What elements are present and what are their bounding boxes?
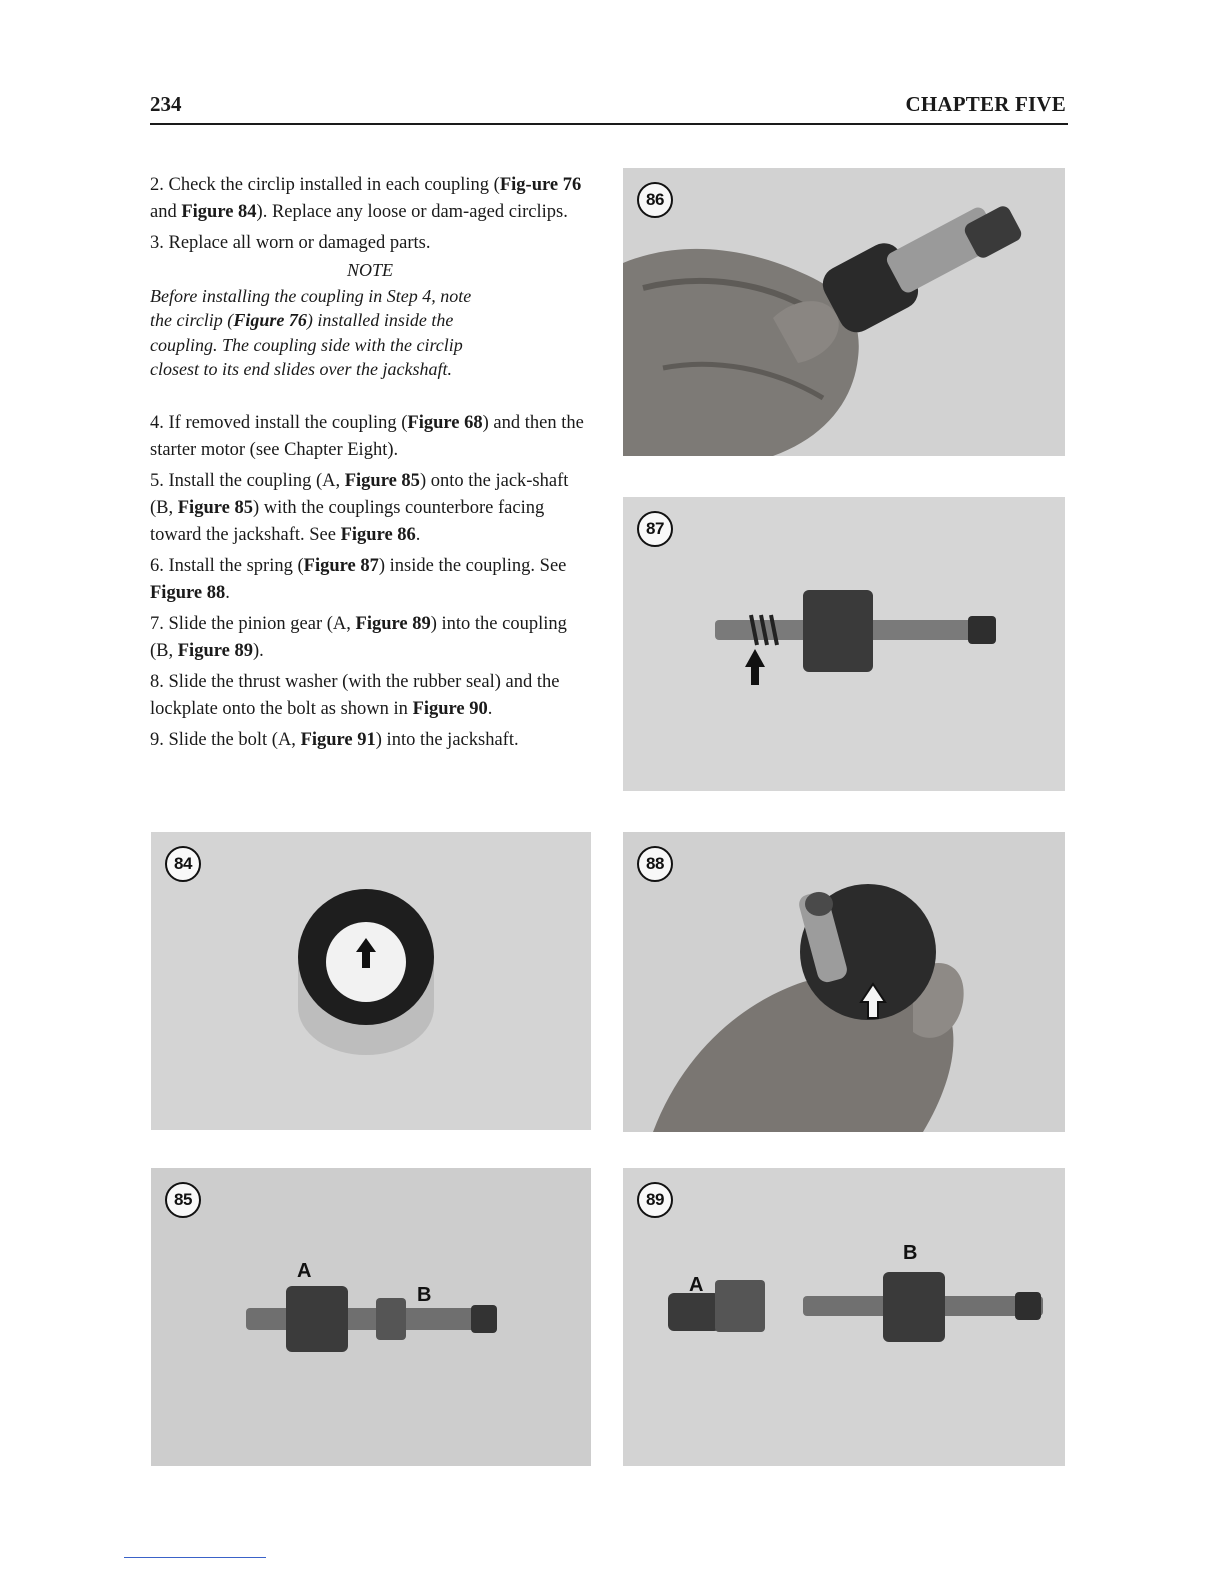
step-7: 7. Slide the pinion gear (A, Figure 89) into the coupling (B, Figure 89). bbox=[150, 613, 567, 661]
figure-88 bbox=[623, 832, 1065, 1132]
header-rule bbox=[150, 123, 1068, 125]
figure-88-number: 88 bbox=[637, 846, 673, 882]
figure-86-number: 86 bbox=[637, 182, 673, 218]
figure-87-number: 87 bbox=[637, 511, 673, 547]
figure-88-photo bbox=[623, 832, 1065, 1132]
figure-85-label-b: B bbox=[417, 1284, 432, 1306]
step-3: 3. Replace all worn or damaged parts. bbox=[150, 233, 431, 253]
figure-87-photo bbox=[623, 497, 1065, 791]
chapter-title: CHAPTER FIVE bbox=[905, 92, 1066, 116]
note-body: Before installing the coupling in Step 4, note the circlip (Figure 76) installed inside the coupling. The coupling side with the circlip closest to its end slides over the jackshaft. bbox=[150, 286, 472, 380]
figure-87 bbox=[623, 497, 1065, 791]
step-8: 8. Slide the thrust washer (with the rubber seal) and the lockplate onto the bolt as shown in Figure 90. bbox=[150, 671, 560, 719]
figure-85-photo bbox=[151, 1168, 591, 1466]
figure-84 bbox=[151, 832, 591, 1130]
step-2: 2. Check the circlip installed in each coupling (Fig-ure 76 and Figure 84). Replace any loose or dam-aged circlips. bbox=[150, 175, 582, 222]
figure-85 bbox=[151, 1168, 591, 1466]
figure-89 bbox=[623, 1168, 1065, 1466]
note-title: NOTE bbox=[346, 260, 393, 280]
figure-86 bbox=[623, 168, 1065, 456]
figure-89-photo bbox=[623, 1168, 1065, 1466]
figure-84-photo bbox=[151, 832, 591, 1130]
figure-85-label-a: A bbox=[297, 1260, 312, 1282]
instruction-text bbox=[150, 172, 590, 754]
figure-85-number: 85 bbox=[165, 1182, 201, 1218]
page-number: 234 bbox=[150, 92, 182, 116]
footer-link-line bbox=[124, 1557, 266, 1558]
figure-86-photo bbox=[623, 168, 1065, 456]
step-4: 4. If removed install the coupling (Figure 68) and then the starter motor (see Chapter Eight). bbox=[150, 412, 584, 460]
figure-84-number: 84 bbox=[165, 846, 201, 882]
figure-89-label-a: A bbox=[689, 1274, 704, 1296]
step-5: 5. Install the coupling (A, Figure 85) onto the jack-shaft (B, Figure 85) with the couplings counterbore facing toward the jackshaft. See Figure 86. bbox=[150, 470, 569, 545]
figure-89-number: 89 bbox=[637, 1182, 673, 1218]
step-9: 9. Slide the bolt (A, Figure 91) into the jackshaft. bbox=[150, 729, 519, 750]
page-header bbox=[150, 92, 1068, 122]
step-6: 6. Install the spring (Figure 87) inside the coupling. See Figure 88. bbox=[150, 555, 567, 603]
figure-89-label-b: B bbox=[903, 1242, 918, 1264]
